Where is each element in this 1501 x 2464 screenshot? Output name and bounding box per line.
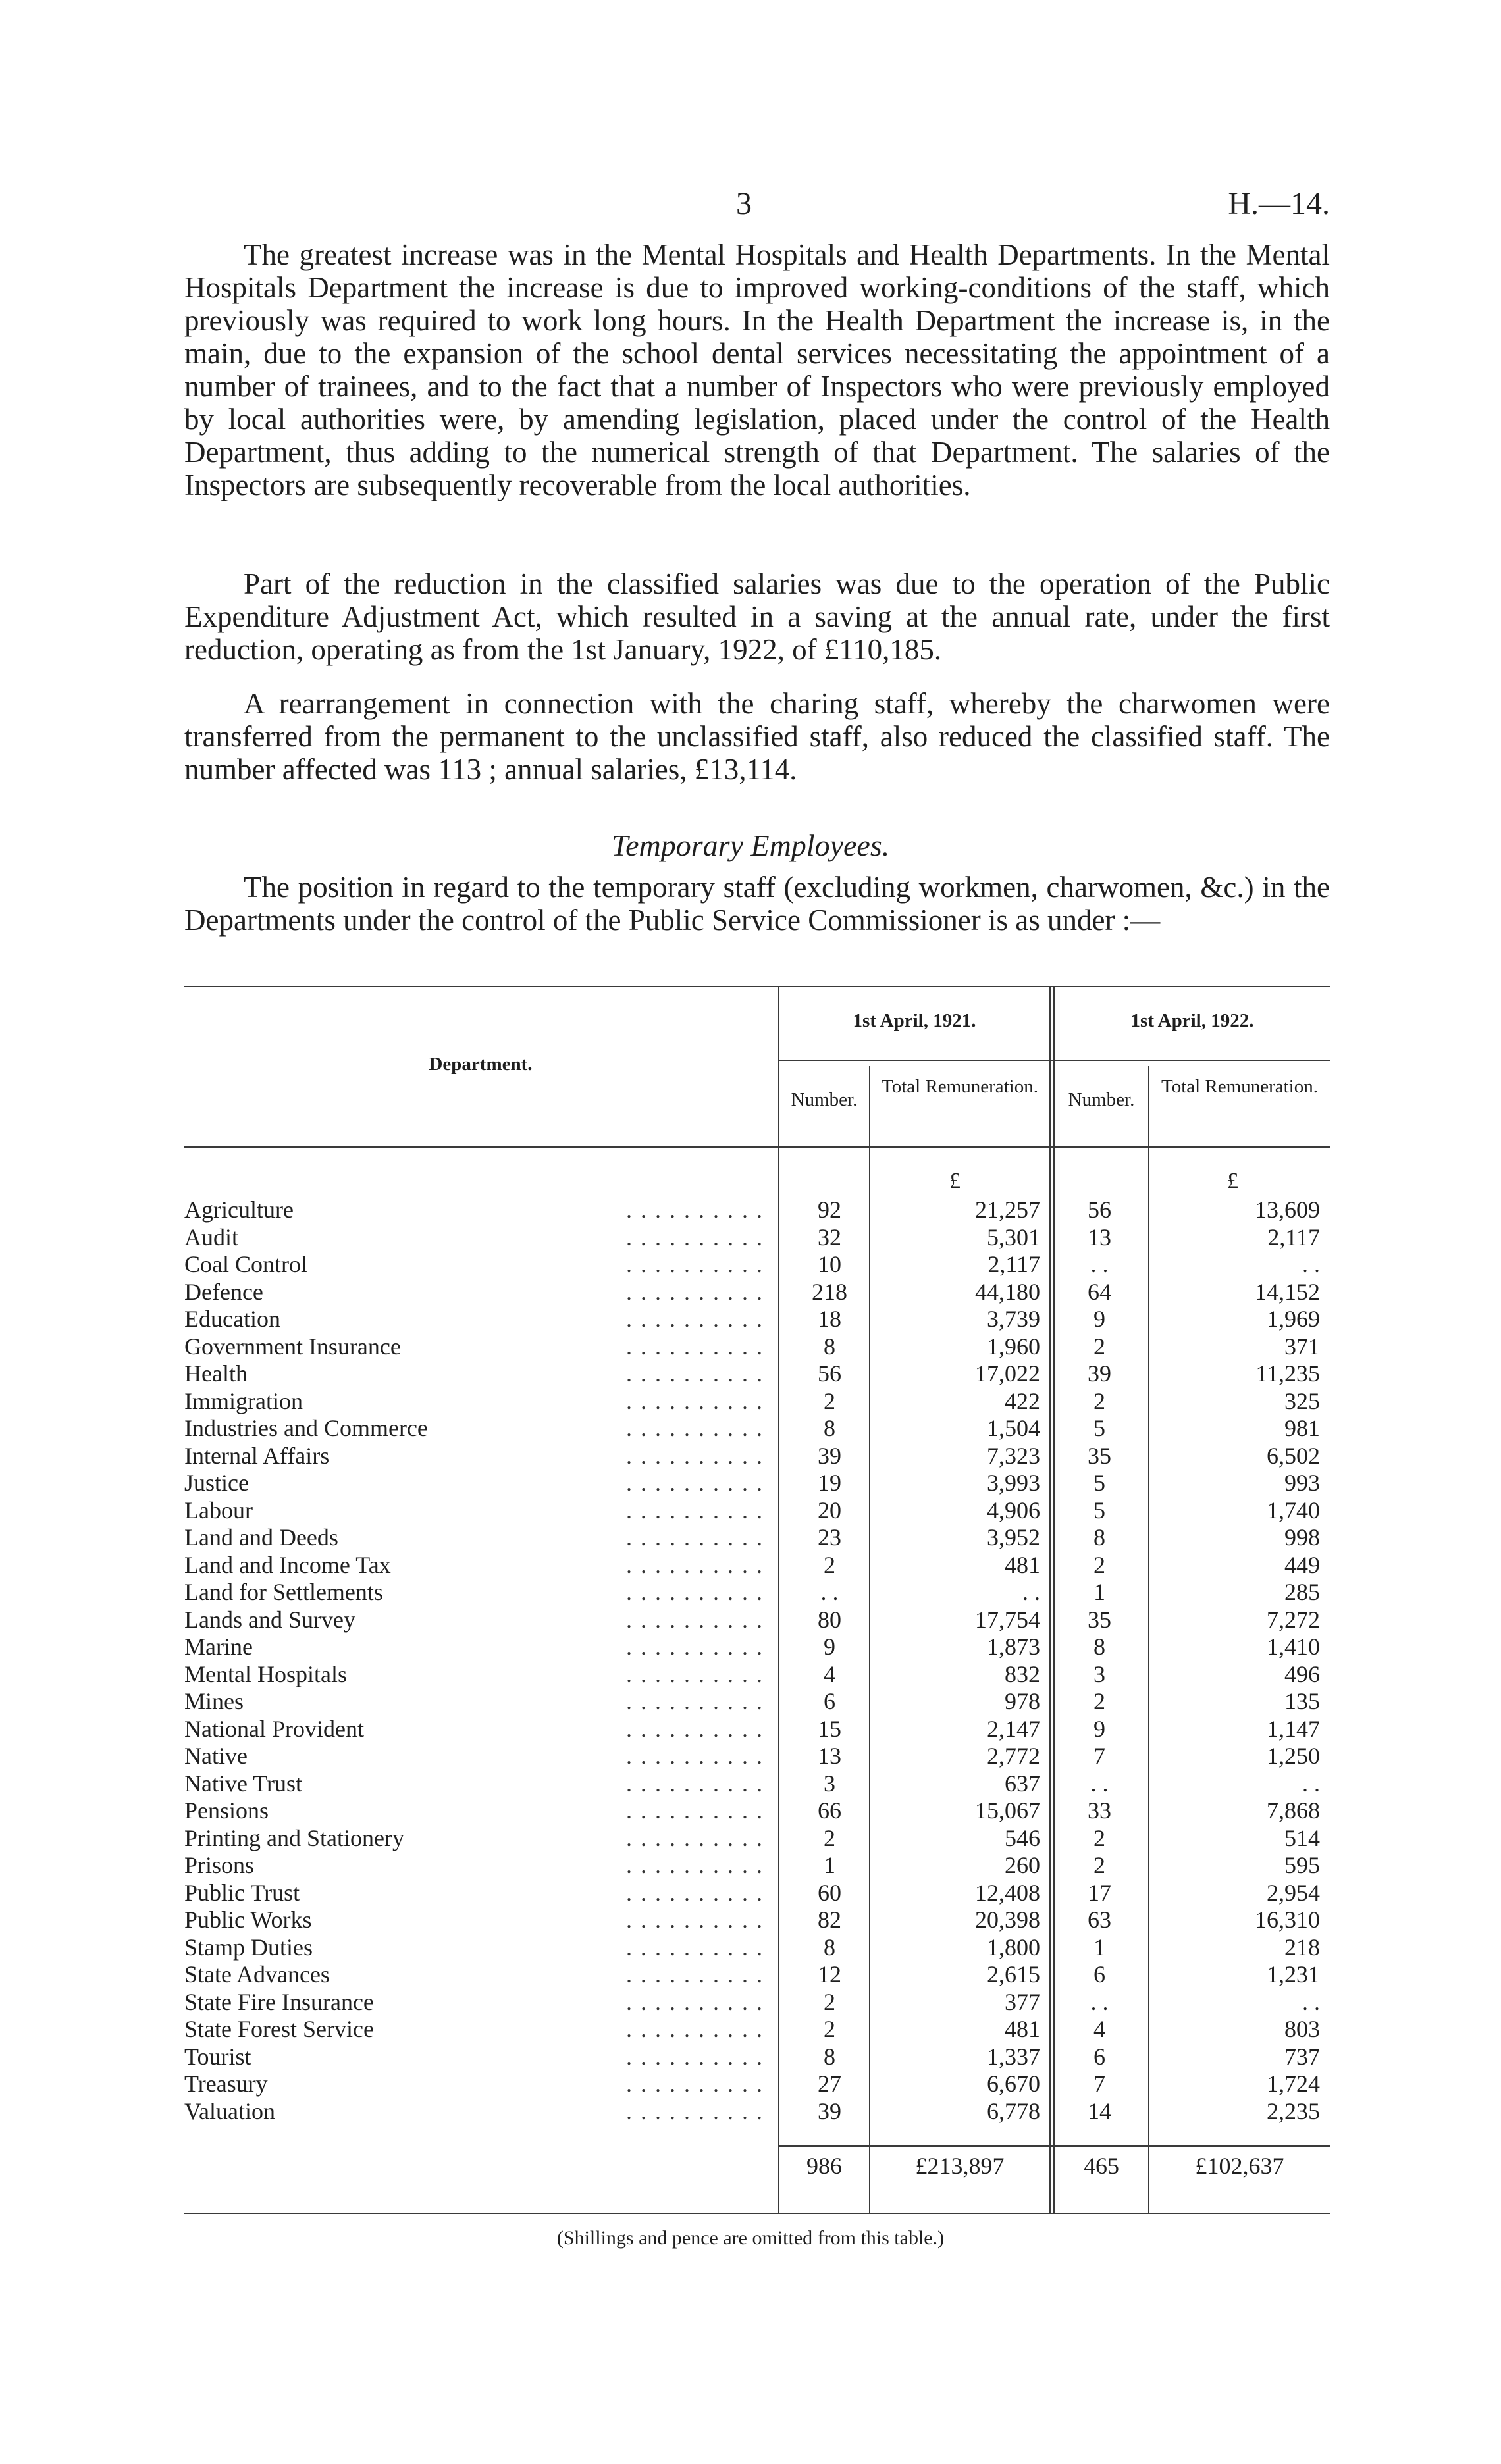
number-1921: 80 — [818, 1606, 841, 1633]
table-top-rule — [184, 986, 1330, 987]
remuneration-1922: 1,147 — [1267, 1715, 1320, 1742]
remuneration-1922-header: Total Remuneration. — [1161, 1076, 1318, 1097]
row-leader-dots: . . . . . . . . . . — [626, 1606, 764, 1633]
table-row — [184, 2070, 1330, 2098]
remuneration-1921: 832 — [1005, 1660, 1040, 1687]
table-row — [184, 1797, 1330, 1825]
row-leader-dots: . . . . . . . . . . — [626, 1360, 764, 1387]
remuneration-1921: 2,117 — [988, 1251, 1040, 1277]
number-1921: 12 — [818, 1961, 841, 1988]
page-number: 3 — [736, 186, 752, 221]
table-row — [184, 2043, 1330, 2071]
table-row — [184, 1880, 1330, 1907]
department-name: Printing and Stationery — [184, 1825, 413, 1853]
table-row — [184, 1579, 1330, 1606]
row-leader-dots: . . . . . . . . . . — [626, 1278, 764, 1305]
department-name: State Forest Service — [184, 2016, 383, 2043]
number-1921: 23 — [818, 1524, 841, 1551]
number-1921: 1 — [824, 1852, 835, 1878]
remuneration-1921: 2,615 — [987, 1961, 1040, 1988]
number-1921: 8 — [824, 2043, 835, 2070]
number-1922: 1 — [1093, 1934, 1105, 1961]
number-1921: 27 — [818, 2070, 841, 2097]
row-leader-dots: . . . . . . . . . . — [626, 2097, 764, 2124]
row-leader-dots: . . . . . . . . . . — [626, 1633, 764, 1660]
remuneration-1921: 481 — [1005, 2016, 1040, 2042]
number-1922: 2 — [1093, 1387, 1105, 1414]
number-1921: 60 — [818, 1879, 841, 1906]
table-row — [184, 1279, 1330, 1306]
number-1921: 3 — [824, 1770, 835, 1797]
department-name: Native — [184, 1743, 257, 1770]
table-row — [184, 1443, 1330, 1470]
remuneration-1922: 981 — [1284, 1415, 1320, 1441]
department-name: Government Insurance — [184, 1333, 410, 1361]
number-1922: 13 — [1088, 1223, 1111, 1250]
remuneration-1921: 17,754 — [975, 1606, 1040, 1633]
total-number-1922: 465 — [1084, 2153, 1119, 2179]
table-row — [184, 1825, 1330, 1853]
department-name: Immigration — [184, 1388, 312, 1416]
number-1921: 92 — [818, 1196, 841, 1223]
table-row — [184, 1497, 1330, 1525]
number-1922: 33 — [1088, 1797, 1111, 1824]
remuneration-1921: 1,873 — [987, 1633, 1040, 1660]
remuneration-1922: 993 — [1284, 1470, 1320, 1496]
department-name: Public Trust — [184, 1880, 309, 1907]
number-1922: 5 — [1093, 1415, 1105, 1441]
number-1922: 64 — [1088, 1278, 1111, 1305]
remuneration-1922: 1,250 — [1267, 1743, 1320, 1769]
number-1922: 6 — [1093, 1961, 1105, 1988]
number-1922: 5 — [1093, 1470, 1105, 1496]
number-1921: 8 — [824, 1415, 835, 1441]
remuneration-1921: 422 — [1005, 1387, 1040, 1414]
table-row — [184, 2098, 1330, 2126]
number-1922: 9 — [1093, 1715, 1105, 1742]
remuneration-1922: 371 — [1284, 1333, 1320, 1360]
row-leader-dots: . . . . . . . . . . — [626, 2070, 764, 2097]
number-1921: 13 — [818, 1743, 841, 1769]
number-1921: 6 — [824, 1688, 835, 1714]
number-1921: . . — [820, 1579, 839, 1605]
table-row — [184, 2016, 1330, 2043]
period-1922-header: 1st April, 1922. — [1130, 1010, 1254, 1031]
number-1921: 32 — [818, 1223, 841, 1250]
remuneration-1921: 15,067 — [975, 1797, 1040, 1824]
remuneration-1921: 546 — [1005, 1824, 1040, 1851]
number-1922: 8 — [1093, 1524, 1105, 1551]
currency-symbol-1922: £ — [1227, 1169, 1238, 1193]
number-1922: . . — [1090, 1251, 1109, 1277]
row-leader-dots: . . . . . . . . . . — [626, 1934, 764, 1961]
number-1922: 39 — [1088, 1360, 1111, 1387]
number-1922: 9 — [1093, 1306, 1105, 1332]
table-row — [184, 1196, 1330, 1224]
remuneration-1922: 6,502 — [1267, 1442, 1320, 1469]
row-leader-dots: . . . . . . . . . . — [626, 1988, 764, 2015]
document-reference: H.—14. — [1228, 186, 1330, 221]
remuneration-1922: 737 — [1284, 2043, 1320, 2070]
row-leader-dots: . . . . . . . . . . — [626, 1551, 764, 1578]
remuneration-1921: 978 — [1005, 1688, 1040, 1714]
remuneration-1922: 2,954 — [1267, 1879, 1320, 1906]
table-row — [184, 1552, 1330, 1579]
remuneration-1922: 7,868 — [1267, 1797, 1320, 1824]
remuneration-1921: 1,337 — [987, 2043, 1040, 2070]
department-name: Mines — [184, 1688, 253, 1716]
period-1921-header: 1st April, 1921. — [853, 1010, 976, 1031]
row-leader-dots: . . . . . . . . . . — [626, 1306, 764, 1332]
number-1922: 3 — [1093, 1660, 1105, 1687]
table-row — [184, 1251, 1330, 1279]
table-row — [184, 1716, 1330, 1743]
remuneration-1922: . . — [1302, 1770, 1320, 1797]
number-1921: 8 — [824, 1333, 835, 1360]
row-leader-dots: . . . . . . . . . . — [626, 1797, 764, 1824]
row-leader-dots: . . . . . . . . . . — [626, 1387, 764, 1414]
number-1922: 2 — [1093, 1333, 1105, 1360]
department-name: Defence — [184, 1279, 273, 1306]
department-name: Industries and Commerce — [184, 1415, 437, 1443]
department-name: Stamp Duties — [184, 1934, 322, 1962]
remuneration-1921: 1,800 — [987, 1934, 1040, 1961]
number-1922: . . — [1090, 1988, 1109, 2015]
remuneration-1921: 2,772 — [987, 1743, 1040, 1769]
table-row — [184, 1852, 1330, 1880]
department-name: Public Works — [184, 1907, 321, 1934]
remuneration-1922: 998 — [1284, 1524, 1320, 1551]
department-name: Audit — [184, 1224, 248, 1252]
paragraph-2-text: Part of the reduction in the classified salaries was due to the operation of the Public Expenditure Adjustment Act, which resulted in a saving at the annual rate, under the first reduction, operating as from the 1st January, 1922, of £110,185. — [184, 567, 1330, 666]
department-name: National Provident — [184, 1716, 373, 1743]
header-bottom-rule — [184, 1146, 1330, 1148]
table-row — [184, 1606, 1330, 1634]
number-1922: 2 — [1093, 1551, 1105, 1578]
remuneration-1921: 260 — [1005, 1852, 1040, 1878]
table-row — [184, 1907, 1330, 1934]
remuneration-1921: 6,778 — [987, 2097, 1040, 2124]
row-leader-dots: . . . . . . . . . . — [626, 1497, 764, 1524]
remuneration-1921: 1,960 — [987, 1333, 1040, 1360]
table-bottom-rule — [184, 2213, 1330, 2214]
row-leader-dots: . . . . . . . . . . — [626, 1715, 764, 1742]
number-1922: . . — [1090, 1770, 1109, 1797]
section-title: Temporary Employees. — [611, 829, 890, 862]
number-1922: 63 — [1088, 1907, 1111, 1933]
remuneration-1921-header: Total Remuneration. — [882, 1076, 1038, 1097]
number-1921: 2 — [824, 1824, 835, 1851]
row-leader-dots: . . . . . . . . . . — [626, 1879, 764, 1906]
department-name: Education — [184, 1306, 290, 1333]
table-row — [184, 1388, 1330, 1416]
number-1921-header: Number. — [791, 1089, 858, 1110]
department-name: Land and Deeds — [184, 1524, 348, 1552]
number-1921: 9 — [824, 1633, 835, 1660]
number-1922: 2 — [1093, 1824, 1105, 1851]
table-row — [184, 1633, 1330, 1661]
number-1922: 56 — [1088, 1196, 1111, 1223]
table-row — [184, 1415, 1330, 1443]
department-name: Health — [184, 1360, 257, 1388]
remuneration-1921: 21,257 — [975, 1196, 1040, 1223]
remuneration-1922: 285 — [1284, 1579, 1320, 1605]
table-row — [184, 1306, 1330, 1333]
remuneration-1922: 218 — [1284, 1934, 1320, 1961]
table-row — [184, 1934, 1330, 1962]
number-1921: 10 — [818, 1251, 841, 1277]
department-name: Treasury — [184, 2070, 277, 2098]
number-1921: 2 — [824, 2016, 835, 2042]
number-1922-header: Number. — [1068, 1089, 1135, 1110]
department-name: Mental Hospitals — [184, 1661, 356, 1689]
department-name: Labour — [184, 1497, 262, 1525]
row-leader-dots: . . . . . . . . . . — [626, 1579, 764, 1605]
remuneration-1921: 4,906 — [987, 1497, 1040, 1524]
remuneration-1921: 12,408 — [975, 1879, 1040, 1906]
department-name: Valuation — [184, 2098, 284, 2126]
number-1921: 20 — [818, 1497, 841, 1524]
remuneration-1921: . . — [1022, 1579, 1040, 1605]
row-leader-dots: . . . . . . . . . . — [626, 1852, 764, 1878]
number-1922: 8 — [1093, 1633, 1105, 1660]
remuneration-1921: 3,993 — [987, 1470, 1040, 1496]
row-leader-dots: . . . . . . . . . . — [626, 1688, 764, 1714]
row-leader-dots: . . . . . . . . . . — [626, 1333, 764, 1360]
number-1921: 8 — [824, 1934, 835, 1961]
remuneration-1921: 377 — [1005, 1988, 1040, 2015]
remuneration-1921: 5,301 — [987, 1223, 1040, 1250]
table-row — [184, 1770, 1330, 1798]
paragraph-2 — [184, 567, 1330, 666]
row-leader-dots: . . . . . . . . . . — [626, 1251, 764, 1277]
remuneration-1922: . . — [1302, 1251, 1320, 1277]
intro-paragraph-text: The position in regard to the temporary staff (excluding workmen, charwomen, &c.) in the Departments under the control of the Public Service Commissioner is as under :— — [184, 871, 1330, 937]
department-name: State Fire Insurance — [184, 1989, 383, 2016]
remuneration-1922: 14,152 — [1255, 1278, 1320, 1305]
number-1922: 6 — [1093, 2043, 1105, 2070]
remuneration-1922: 11,235 — [1255, 1360, 1320, 1387]
department-name: Prisons — [184, 1852, 263, 1880]
department-name: Internal Affairs — [184, 1443, 338, 1470]
row-leader-dots: . . . . . . . . . . — [626, 1442, 764, 1469]
row-leader-dots: . . . . . . . . . . — [626, 1743, 764, 1769]
remuneration-1922: 803 — [1284, 2016, 1320, 2042]
table-body — [184, 1196, 1330, 2125]
number-1922: 4 — [1093, 2016, 1105, 2042]
number-1922: 35 — [1088, 1442, 1111, 1469]
number-1921: 2 — [824, 1551, 835, 1578]
number-1922: 2 — [1093, 1688, 1105, 1714]
currency-symbol-1921: £ — [949, 1169, 961, 1193]
number-1922: 2 — [1093, 1852, 1105, 1878]
number-1922: 1 — [1093, 1579, 1105, 1605]
row-leader-dots: . . . . . . . . . . — [626, 1824, 764, 1851]
remuneration-1922: 449 — [1284, 1551, 1320, 1578]
remuneration-1921: 481 — [1005, 1551, 1040, 1578]
remuneration-1922: 1,410 — [1267, 1633, 1320, 1660]
remuneration-1922: 13,609 — [1255, 1196, 1320, 1223]
remuneration-1922: 2,117 — [1267, 1223, 1320, 1250]
remuneration-1922: 496 — [1284, 1660, 1320, 1687]
department-name: State Advances — [184, 1961, 339, 1989]
table-row — [184, 1333, 1330, 1361]
total-number-1921: 986 — [806, 2153, 842, 2179]
row-leader-dots: . . . . . . . . . . — [626, 1470, 764, 1496]
department-name: Justice — [184, 1470, 258, 1497]
row-leader-dots: . . . . . . . . . . — [626, 1660, 764, 1687]
number-1922: 14 — [1088, 2097, 1111, 2124]
remuneration-1921: 20,398 — [975, 1907, 1040, 1933]
department-name: Tourist — [184, 2043, 260, 2071]
total-remuneration-1921: £213,897 — [915, 2153, 1005, 2179]
row-leader-dots: . . . . . . . . . . — [626, 1907, 764, 1933]
remuneration-1921: 7,323 — [987, 1442, 1040, 1469]
paragraph-1 — [184, 238, 1330, 501]
row-leader-dots: . . . . . . . . . . — [626, 2016, 764, 2042]
row-leader-dots: . . . . . . . . . . — [626, 1196, 764, 1223]
department-header: Department. — [429, 1054, 533, 1075]
paragraph-1-text: The greatest increase was in the Mental Hospitals and Health Departments. In the Mental Hospitals Department the increase is due to improved working-conditions of the staff, which previously was required to work long hours. In the Health Department the increase is, in the main, due to the expansion of the school dental services necessitating the appointment of a number of trainees, and to the fact that a number of Inspectors who were previously employed by local authorities were, by amending legislation, placed under the control of the Health Department, thus adding to the numerical strength of that Department. The salaries of the Inspectors are subsequently recoverable from the local authorities. — [184, 238, 1330, 501]
remuneration-1921: 3,739 — [987, 1306, 1040, 1332]
paragraph-3-text: A rearrangement in connection with the charing staff, whereby the charwomen were transferred from the permanent to the unclassified staff, also reduced the classified staff. The number affected was 113 ; annual salaries, £13,114. — [184, 687, 1330, 786]
remuneration-1921: 637 — [1005, 1770, 1040, 1797]
table-row — [184, 1524, 1330, 1552]
department-name: Land and Income Tax — [184, 1552, 400, 1579]
remuneration-1922: . . — [1302, 1988, 1320, 2015]
number-1922: 17 — [1088, 1879, 1111, 1906]
row-leader-dots: . . . . . . . . . . — [626, 1770, 764, 1797]
number-1921: 39 — [818, 1442, 841, 1469]
remuneration-1922: 7,272 — [1267, 1606, 1320, 1633]
row-leader-dots: . . . . . . . . . . — [626, 2043, 764, 2070]
table-row — [184, 1470, 1330, 1497]
total-remuneration-1922: £102,637 — [1195, 2153, 1284, 2179]
number-1921: 2 — [824, 1387, 835, 1414]
number-1921: 218 — [812, 1278, 847, 1305]
number-1922: 7 — [1093, 2070, 1105, 2097]
table-row — [184, 1961, 1330, 1989]
department-name: Marine — [184, 1633, 262, 1661]
table-row — [184, 1661, 1330, 1689]
number-1921: 56 — [818, 1360, 841, 1387]
department-name: Lands and Survey — [184, 1606, 365, 1634]
number-1921: 82 — [818, 1907, 841, 1933]
department-name: Agriculture — [184, 1196, 303, 1224]
number-1921: 2 — [824, 1988, 835, 2015]
remuneration-1922: 325 — [1284, 1387, 1320, 1414]
number-1921: 18 — [818, 1306, 841, 1332]
remuneration-1922: 1,740 — [1267, 1497, 1320, 1524]
remuneration-1922: 595 — [1284, 1852, 1320, 1878]
remuneration-1922: 16,310 — [1255, 1907, 1320, 1933]
number-1921: 4 — [824, 1660, 835, 1687]
remuneration-1922: 1,969 — [1267, 1306, 1320, 1332]
table-row — [184, 1989, 1330, 2016]
number-1921: 66 — [818, 1797, 841, 1824]
remuneration-1922: 2,235 — [1267, 2097, 1320, 2124]
remuneration-1921: 3,952 — [987, 1524, 1040, 1551]
remuneration-1921: 6,670 — [987, 2070, 1040, 2097]
remuneration-1922: 1,724 — [1267, 2070, 1320, 2097]
number-1921: 39 — [818, 2097, 841, 2124]
department-name: Coal Control — [184, 1251, 317, 1279]
number-1922: 7 — [1093, 1743, 1105, 1769]
remuneration-1921: 17,022 — [975, 1360, 1040, 1387]
remuneration-1921: 1,504 — [987, 1415, 1040, 1441]
remuneration-1921: 2,147 — [987, 1715, 1040, 1742]
intro-paragraph — [184, 871, 1330, 937]
department-name: Native Trust — [184, 1770, 311, 1798]
row-leader-dots: . . . . . . . . . . — [626, 1223, 764, 1250]
number-1922: 5 — [1093, 1497, 1105, 1524]
number-1921: 19 — [818, 1470, 841, 1496]
row-leader-dots: . . . . . . . . . . — [626, 1415, 764, 1441]
remuneration-1922: 135 — [1284, 1688, 1320, 1714]
department-name: Pensions — [184, 1797, 278, 1825]
number-1921: 15 — [818, 1715, 841, 1742]
department-name: Land for Settlements — [184, 1579, 392, 1606]
number-1922: 35 — [1088, 1606, 1111, 1633]
remuneration-1921: 44,180 — [975, 1278, 1040, 1305]
table-row — [184, 1743, 1330, 1770]
paragraph-3 — [184, 687, 1330, 786]
row-leader-dots: . . . . . . . . . . — [626, 1524, 764, 1551]
row-leader-dots: . . . . . . . . . . — [626, 1961, 764, 1988]
table-row — [184, 1688, 1330, 1716]
table-row — [184, 1360, 1330, 1388]
remuneration-1922: 514 — [1284, 1824, 1320, 1851]
table-row — [184, 1224, 1330, 1252]
remuneration-1922: 1,231 — [1267, 1961, 1320, 1988]
table-footnote: (Shillings and pence are omitted from this table.) — [556, 2227, 945, 2249]
